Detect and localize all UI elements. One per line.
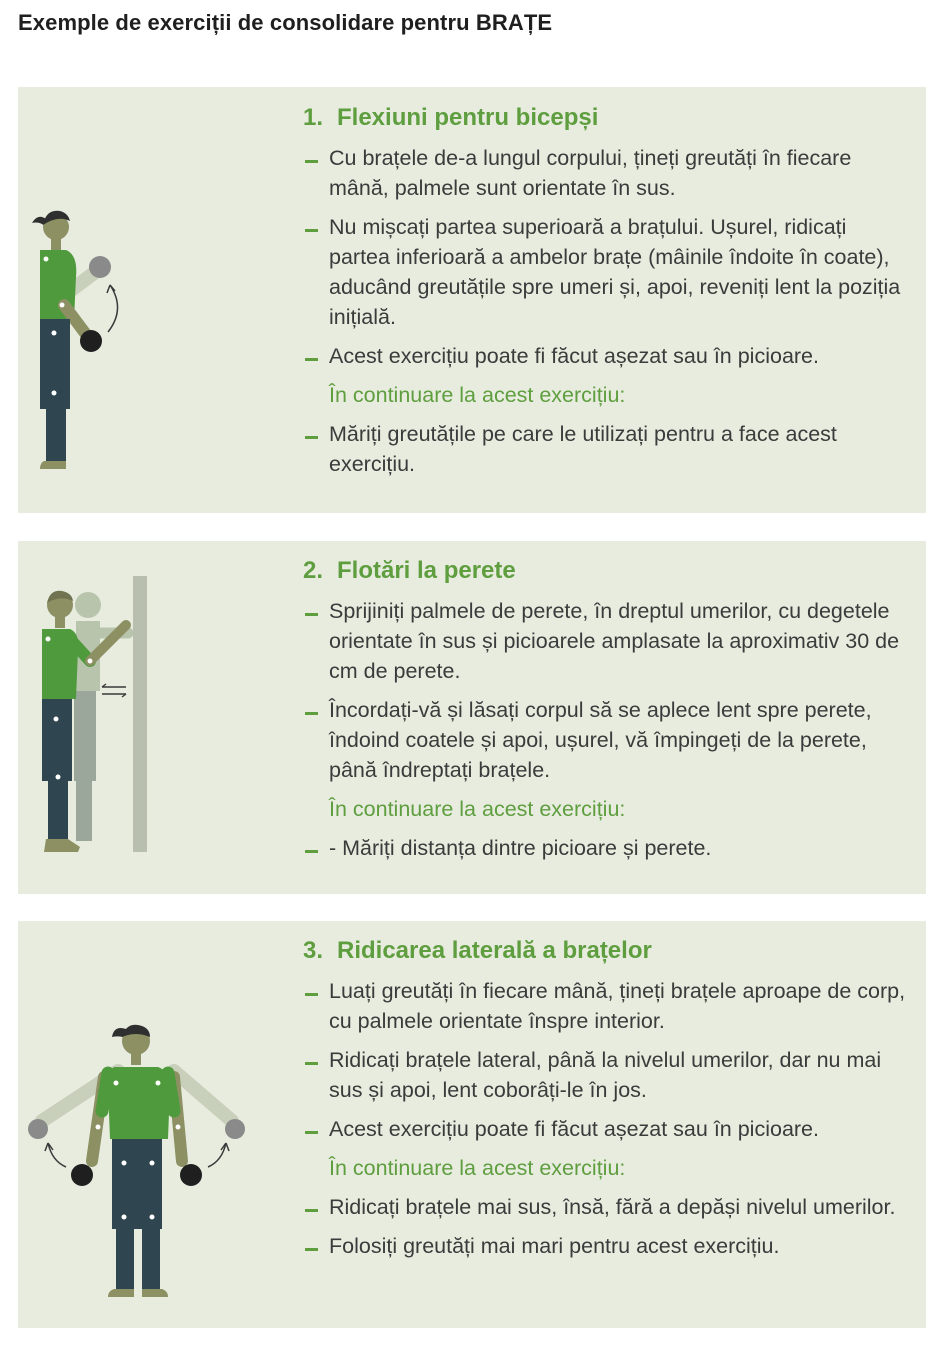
exercise-title xyxy=(303,937,913,965)
wall-pushup-figure-illustration xyxy=(18,541,298,894)
exercise-title-text: Flotări la perete xyxy=(337,557,516,584)
dash-bullet-icon xyxy=(305,1131,318,1134)
exercise-number: 3. xyxy=(303,937,324,964)
list-item: Acest exercițiu poate fi făcut așezat sau în picioare. xyxy=(303,1114,913,1144)
continuation-label: În continuare la acest exercițiu: xyxy=(329,1156,626,1180)
list-item: - Măriți distanța dintre picioare și perete. xyxy=(303,833,913,863)
exercise-number: 1. xyxy=(303,104,324,131)
lateral-raise-content xyxy=(303,921,913,1261)
biceps-curl-figure-illustration xyxy=(18,87,298,513)
list-item: Nu mișcați partea superioară a brațului. Ușurel, ridicați partea inferioară a ambelor brațe (mâinile îndoite în coate), aducând greutățile spre umeri și, apoi, reveniți lent la poziția inițială. xyxy=(303,212,913,332)
biceps-curl-content xyxy=(303,87,913,479)
dash-bullet-icon xyxy=(305,1062,318,1065)
dash-bullet-icon xyxy=(305,850,318,853)
lateral-raise-figure-illustration xyxy=(18,921,298,1328)
dash-bullet-icon xyxy=(305,613,318,616)
exercise-title xyxy=(303,557,913,585)
exercise-title-text: Ridicarea laterală a brațelor xyxy=(337,937,652,964)
dash-bullet-icon xyxy=(305,712,318,715)
list-item: Ridicați brațele lateral, până la nivelul umerilor, dar nu mai sus și apoi, lent coborâți-le în jos. xyxy=(303,1045,913,1105)
dash-bullet-icon xyxy=(305,993,318,996)
exercise-panel-lateral-raise xyxy=(18,921,926,1328)
dash-bullet-icon xyxy=(305,1209,318,1212)
list-item: Folosiți greutăți mai mari pentru acest exercițiu. xyxy=(303,1231,913,1261)
list-item: Luați greutăți în fiecare mână, țineți brațele aproape de corp, cu palmele orientate înspre interior. xyxy=(303,976,913,1036)
exercise-number: 2. xyxy=(303,557,324,584)
dash-bullet-icon xyxy=(305,358,318,361)
continuation-label: În continuare la acest exercițiu: xyxy=(329,383,626,407)
dash-bullet-icon xyxy=(305,160,318,163)
list-item: Măriți greutățile pe care le utilizați pentru a face acest exercițiu. xyxy=(303,419,913,479)
dash-bullet-icon xyxy=(305,229,318,232)
continuation-label: În continuare la acest exercițiu: xyxy=(329,797,626,821)
page-title: Exemple de exerciții de consolidare pentru BRAȚE xyxy=(18,10,553,35)
exercise-title-text: Flexiuni pentru bicepși xyxy=(337,104,599,131)
exercise-title xyxy=(303,104,913,132)
list-item: Sprijiniți palmele de perete, în dreptul umerilor, cu degetele orientate în sus și picioarele amplasate la aproximativ 30 de cm de perete. xyxy=(303,596,913,686)
list-item: Acest exercițiu poate fi făcut așezat sau în picioare. xyxy=(303,341,913,371)
exercise-panel-wall-pushups xyxy=(18,541,926,894)
dash-bullet-icon xyxy=(305,436,318,439)
list-item: Ridicați brațele mai sus, însă, fără a depăși nivelul umerilor. xyxy=(303,1192,913,1222)
wall-pushup-content xyxy=(303,541,913,863)
dash-bullet-icon xyxy=(305,1248,318,1251)
exercise-panel-biceps-curl xyxy=(18,87,926,513)
list-item: Cu brațele de-a lungul corpului, țineți greutăți în fiecare mână, palmele sunt orientate în sus. xyxy=(303,143,913,203)
list-item: Încordați-vă și lăsați corpul să se aplece lent spre perete, îndoind coatele și apoi, ușurel, vă împingeți de la perete, până îndreptați brațele. xyxy=(303,695,913,785)
